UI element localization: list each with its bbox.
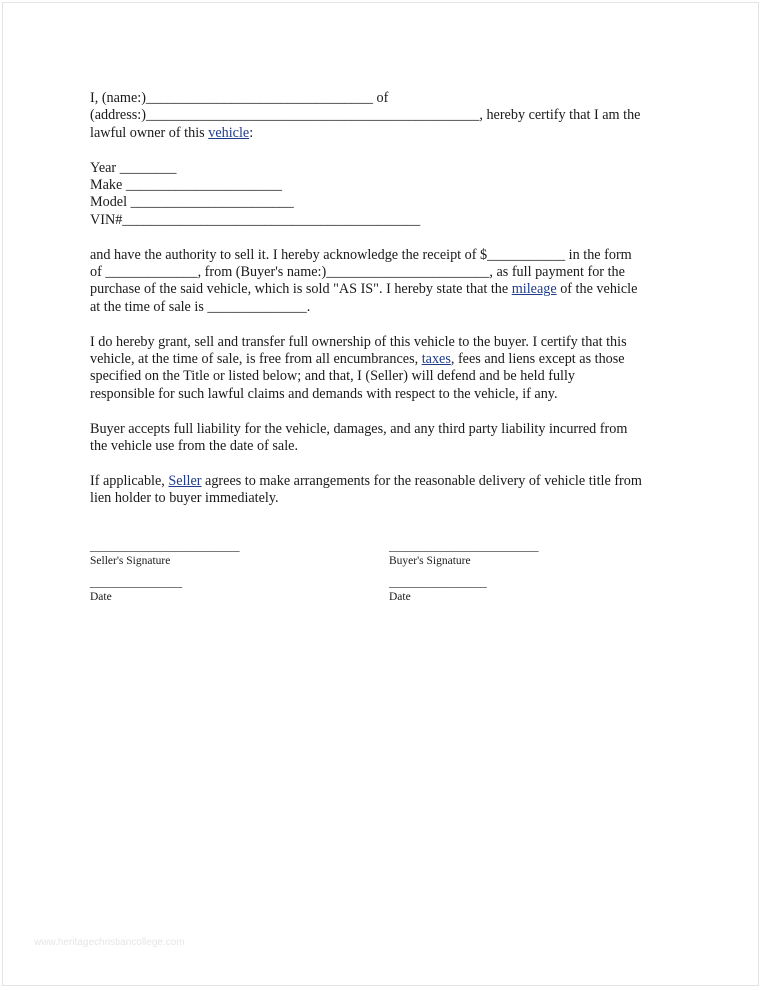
owner-address-line: (address:)_______________________________________________, hereby certify that I am the — [90, 107, 641, 124]
text-segment: agrees to make arrangements for the reasonable delivery of vehicle title from — [201, 472, 642, 489]
delivery-paragraph — [90, 473, 680, 508]
mileage-link[interactable]: mileage — [511, 281, 557, 298]
mileage-line: at the time of sale is ______________. — [90, 298, 311, 315]
taxes-link[interactable]: taxes — [421, 351, 451, 368]
vehicle-link[interactable]: vehicle — [208, 124, 250, 141]
owner-name-line: I, (name:)________________________________ of — [90, 90, 389, 106]
owner-certify-line — [90, 125, 680, 142]
vin-field: VIN#__________________________________________ — [90, 211, 421, 228]
document-body — [90, 90, 680, 525]
seller-signature-block — [90, 540, 240, 604]
watermark-text: www.heritagechristiancollege.com — [34, 937, 185, 948]
buyer-date-line: _________________ — [389, 577, 487, 589]
text-segment: lawful owner of this — [90, 124, 209, 141]
text-segment: purchase of the said vehicle, which is sold "AS IS". I hereby state that the — [90, 281, 512, 298]
transfer-line-4: responsible for such lawful claims and demands with respect to the vehicle, if any. — [90, 385, 558, 402]
model-field: Model _______________________ — [90, 194, 294, 211]
seller-link[interactable]: Seller — [168, 472, 202, 489]
text-segment: If applicable, — [90, 472, 169, 489]
liability-line-1: Buyer accepts full liability for the vehicle, damages, and any third party liability incurred from — [90, 420, 628, 437]
text-segment: , fees and liens except as those — [450, 351, 625, 368]
buyer-signature-block — [389, 540, 539, 604]
text-segment: : — [249, 124, 254, 141]
transfer-line-3: specified on the Title or listed below; and that, I (Seller) will defend and be held fully — [90, 368, 576, 385]
transfer-paragraph — [90, 334, 680, 404]
seller-signature-label: Seller's Signature — [90, 555, 171, 567]
receipt-line: and have the authority to sell it. I hereby acknowledge the receipt of $___________ in the form — [90, 246, 632, 263]
vehicle-fields — [90, 160, 680, 230]
as-is-line — [90, 281, 680, 298]
seller-date-label: Date — [90, 591, 112, 603]
text-segment: of the vehicle — [556, 281, 638, 298]
seller-signature-line: __________________________ — [90, 541, 240, 553]
make-field: Make ______________________ — [90, 177, 282, 194]
buyer-signature-label: Buyer's Signature — [389, 555, 471, 567]
buyer-signature-line: __________________________ — [389, 541, 539, 553]
year-field: Year ________ — [90, 159, 177, 176]
buyer-date-label: Date — [389, 591, 411, 603]
text-segment: vehicle, at the time of sale, is free from all encumbrances, — [90, 351, 422, 368]
transfer-line-1: I do hereby grant, sell and transfer full ownership of this vehicle to the buyer. I certify that this — [90, 333, 627, 350]
liability-paragraph — [90, 421, 680, 456]
delivery-line-1 — [90, 473, 680, 490]
buyer-name-line: of _____________, from (Buyer's name:)_______________________, as full payment for the — [90, 264, 625, 281]
transfer-line-2 — [90, 351, 680, 368]
authority-paragraph — [90, 247, 680, 317]
liability-line-2: the vehicle use from the date of sale. — [90, 438, 298, 455]
intro-paragraph — [90, 90, 680, 142]
seller-date-line: ________________ — [90, 577, 182, 589]
delivery-line-2: lien holder to buyer immediately. — [90, 490, 279, 507]
